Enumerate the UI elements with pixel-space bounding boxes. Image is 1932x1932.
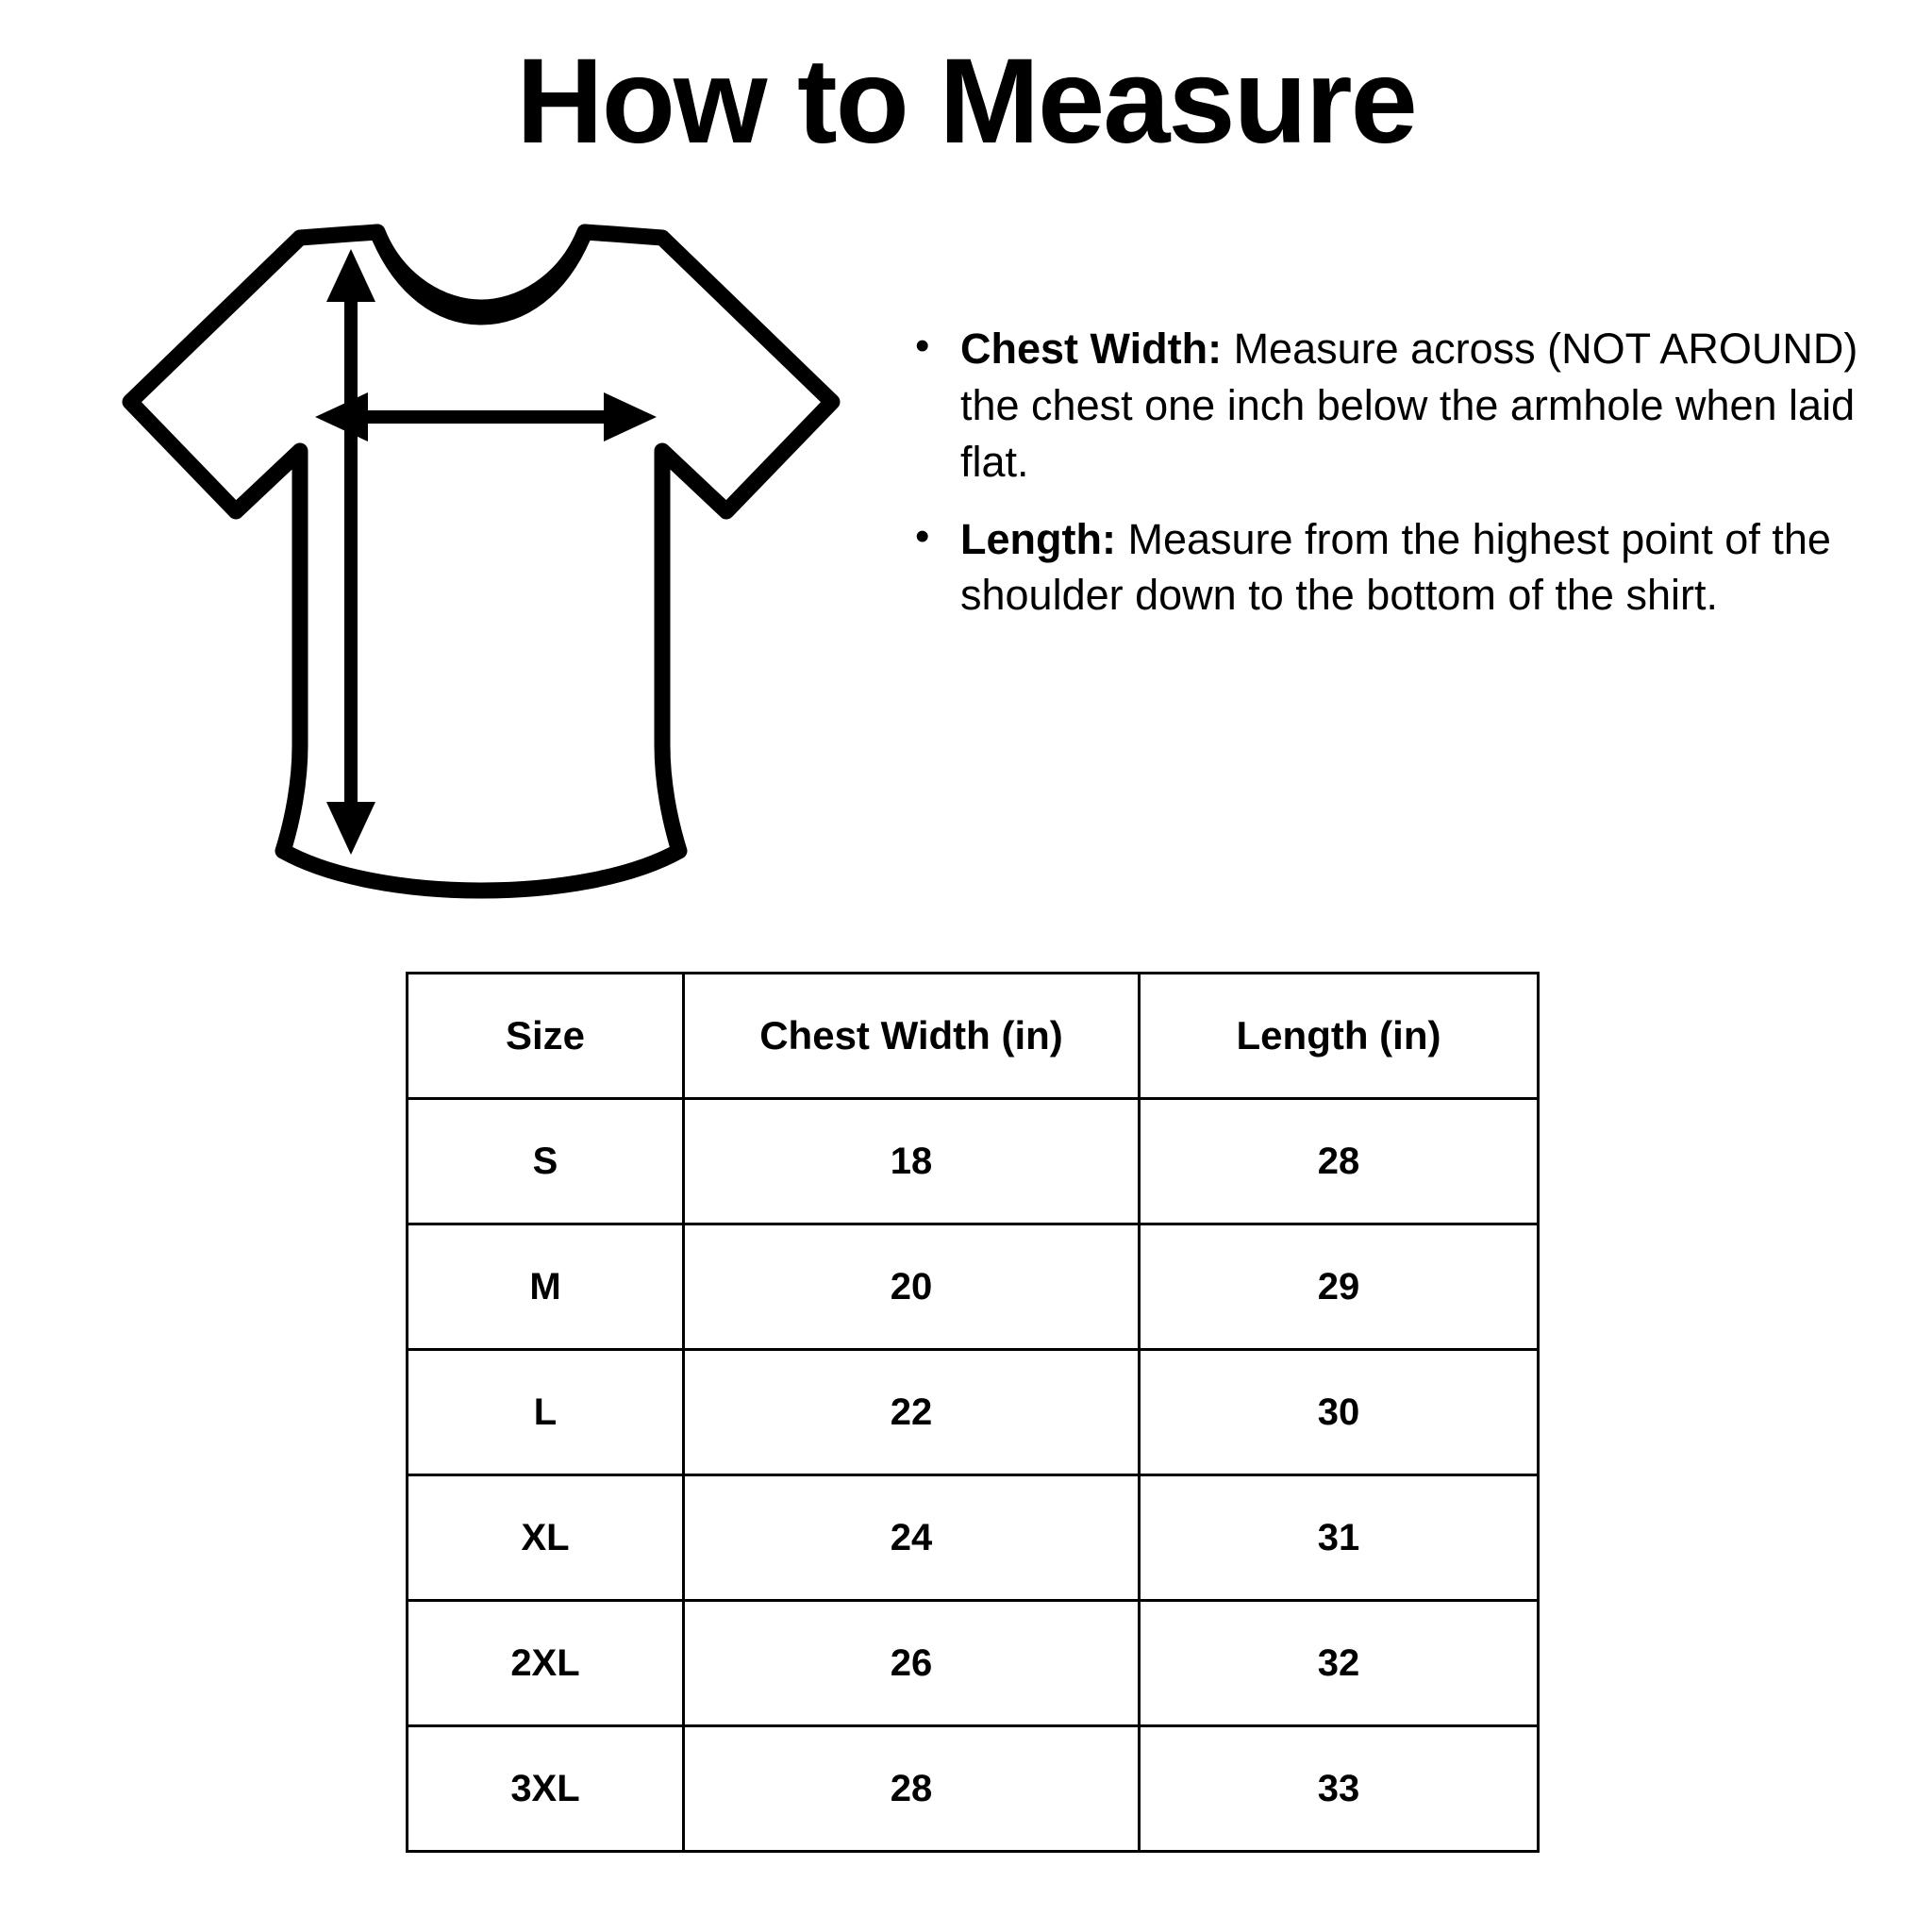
instructions-list <box>906 321 1877 644</box>
chest-arrow <box>315 392 657 441</box>
cell-size: M <box>408 1224 684 1350</box>
table-header-row <box>408 974 1539 1099</box>
bullet-icon: • <box>915 323 930 369</box>
cell-chest: 18 <box>684 1099 1140 1224</box>
cell-chest: 28 <box>684 1726 1140 1852</box>
table-row <box>408 1475 1539 1601</box>
cell-size: XL <box>408 1475 684 1601</box>
cell-length: 33 <box>1140 1726 1539 1852</box>
instruction-term: Length: <box>960 514 1116 563</box>
table-row <box>408 1601 1539 1726</box>
cell-size: L <box>408 1350 684 1475</box>
cell-chest: 22 <box>684 1350 1140 1475</box>
instruction-term: Chest Width: <box>960 325 1223 373</box>
table-header-length: Length (in) <box>1140 974 1539 1099</box>
table-header-size: Size <box>408 974 684 1099</box>
shirt-diagram <box>66 217 877 915</box>
cell-length: 28 <box>1140 1099 1539 1224</box>
page-title: How to Measure <box>516 34 1416 169</box>
bullet-icon: • <box>915 512 930 559</box>
size-chart-table <box>406 972 1540 1853</box>
tshirt-icon <box>66 217 877 915</box>
table-row <box>408 1350 1539 1475</box>
cell-size: 3XL <box>408 1726 684 1852</box>
instruction-text: Measure across (NOT AROUND) the chest one inch below the armhole when laid flat. <box>960 325 1858 486</box>
cell-chest: 24 <box>684 1475 1140 1601</box>
cell-length: 31 <box>1140 1475 1539 1601</box>
instruction-text: Measure from the highest point of the shoulder down to the bottom of the shirt. <box>960 514 1831 620</box>
cell-size: S <box>408 1099 684 1224</box>
cell-size: 2XL <box>408 1601 684 1726</box>
length-arrow <box>326 249 375 855</box>
table-row <box>408 1099 1539 1224</box>
cell-chest: 26 <box>684 1601 1140 1726</box>
upper-section <box>0 208 1932 924</box>
cell-chest: 20 <box>684 1224 1140 1350</box>
instruction-item-chest-width <box>915 321 1877 491</box>
table-row <box>408 1224 1539 1350</box>
table-header-chest-width: Chest Width (in) <box>684 974 1140 1099</box>
cell-length: 29 <box>1140 1224 1539 1350</box>
table-row <box>408 1726 1539 1852</box>
cell-length: 32 <box>1140 1601 1539 1726</box>
instruction-item-length <box>915 511 1877 625</box>
cell-length: 30 <box>1140 1350 1539 1475</box>
